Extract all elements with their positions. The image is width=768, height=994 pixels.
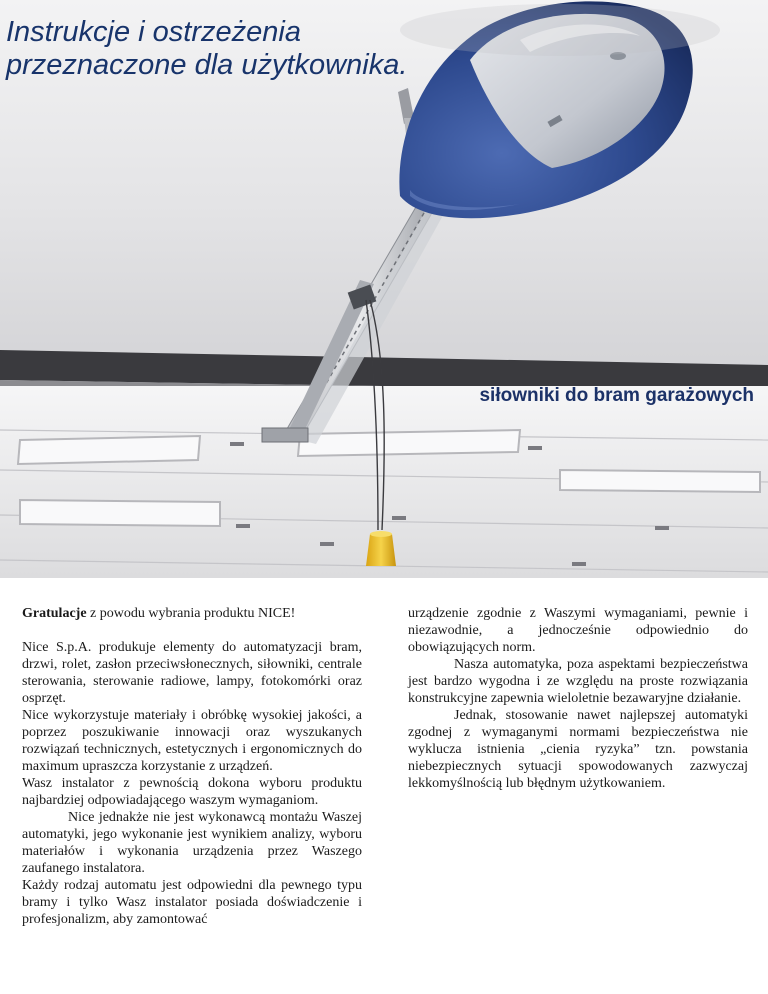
greeting-text: z powodu wybrania produktu NICE! [86, 606, 296, 621]
paragraph-risk: Jednak, stosowanie nawet najlepszej automatyki zgodnej z wymaganymi normami bezpieczeństwa nie wyklucza istnienia „cienia ryzyka” tzn. powstania niebezpiecznych sytuacji spowodowanych zazwyczaj lekkomyślnością lub błędnym użytkowaniem. [408, 708, 748, 791]
page-title-line-2: przeznaczone dla użytkownika. [6, 49, 408, 81]
paragraph-installation: Nice jednakże nie jest wykonawcą montażu Waszej automatyki, jego wykonanie jest wynikiem analizy, wyboru materiałów i wykonania urządzenia przez Waszego zaufanego instalatora. [22, 810, 362, 876]
paragraph-safety-convenience: Nasza automatyka, poza aspektami bezpieczeństwa jest bardzo wygodna i ze względu na proste rozwiązania konstrukcyjne zapewnia wieloletnie bezawaryjne działanie. [408, 657, 748, 706]
text-column-left [22, 605, 362, 928]
paragraph-products: Nice S.p.A. produkuje elementy do automatyzacji bram, drzwi, rolet, zasłon przeciwsłonecznych, siłowniki, centrale sterowania, sterowanie radiowe, lampy, fotokomórki oraz osprzęt. [22, 640, 362, 706]
page-title [6, 16, 407, 82]
product-category-subtitle: siłowniki do bram garażowych [479, 385, 754, 406]
greeting-bold: Gratulacje [22, 606, 87, 621]
page-title-line-1: Instrukcje i ostrzeżenia [6, 16, 301, 48]
text-column-right [408, 605, 748, 792]
paragraph-installer-choice: Wasz instalator z pewnością dokona wyboru produktu najbardziej odpowiadającego waszym wymaganiom. [22, 776, 362, 808]
paragraph-standards: urządzenie zgodnie z Waszymi wymaganiami, pewnie i niezawodnie, a jednocześnie odpowiednio do obowiązujących norm. [408, 606, 748, 655]
greeting-paragraph [22, 605, 362, 622]
paragraph-quality: Nice wykorzystuje materiały i obróbkę wysokiej jakości, a poprzez poszukiwanie innowacji oraz wyszukanych rozwiązań technicznych, estetycznych i ergonomicznych do maximum upraszcza korzystanie z urządzeń. [22, 708, 362, 774]
paragraph-automation-type: Każdy rodzaj automatu jest odpowiedni dla pewnego typu bramy i tylko Wasz instalator posiada doświadczenie i profesjonalizm, aby zamontować [22, 878, 362, 927]
